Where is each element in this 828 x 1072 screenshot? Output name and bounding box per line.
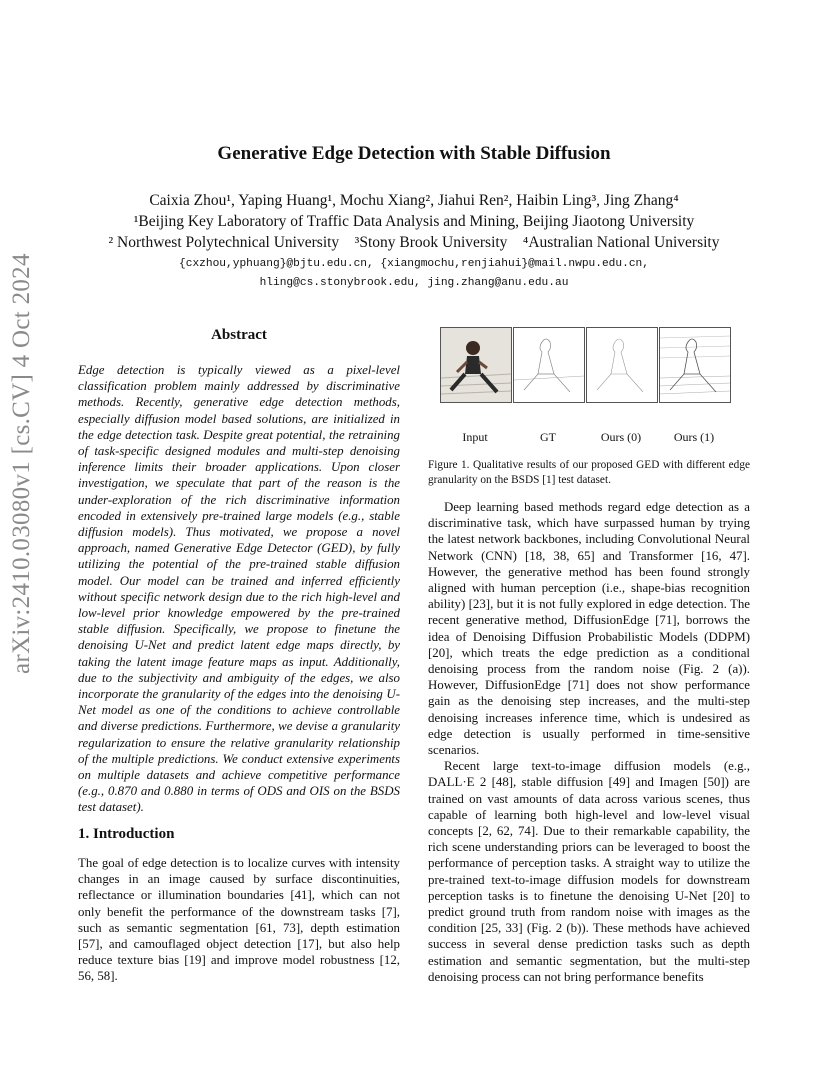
figure-1-caption: Figure 1. Qualitative results of our proposed GED with different edge granularity on the BSDS [1] test dataset. [428,459,750,486]
ours-1-image [659,327,731,403]
figure-label-ours-0: Ours (0) [600,430,642,444]
ground-truth-image [513,327,585,403]
authors-line: Caixia Zhou¹, Yaping Huang¹, Mochu Xiang², Jiahui Ren², Haibin Ling³, Jing Zhang⁴ [149,192,679,209]
introduction-heading: 1. Introduction [78,826,175,842]
emails-line-1: {cxzhou,yphuang}@bjtu.edu.cn, {xiangmochu,renjiahui}@mail.nwpu.edu.cn, [179,258,649,270]
emails-line-2: hling@cs.stonybrook.edu, jing.zhang@anu.edu.au [259,277,569,289]
introduction-text: The goal of edge detection is to localize curves with intensity changes in an image caused by surface discontinuities, reflectance or illumination boundaries [41], which can not only benefit the performance of the downstream tasks [7], such as semantic segmentation [61, 73], depth estimation [57], and camouflaged object detection [17], but also help reduce texture bias [19] and improve model robustness [12, 56, 58]. [78,856,400,984]
input-image [440,327,512,403]
intro-paragraph-3: Recent large text-to-image diffusion models (e.g., DALL·E 2 [48], stable diffusion [49] and Imagen [50]) are trained on vast amounts of data across various scenes, thus capable of learning both high-level and low-level visual concepts [2, 62, 74]. Due to their remarkable capability, the rich scene understanding priors can be leveraged to boost the performance of perception tasks. A straight way to utilize the pre-trained text-to-image diffusion models for downstream perception tasks is to finetune the denoising U-Net [20] to predict ground truth from random noise with images as the condition [25, 33] (Fig. 2 (b)). These methods have achieved success in several dense prediction tasks such as depth estimation and semantic segmentation, but the multi-step denoising process can not bring performance benefits [428,759,750,984]
figure-label-ours-1: Ours (1) [673,430,715,444]
intro-paragraph-2: Deep learning based methods regard edge detection as a discriminative task, which have surpassed human by trying the latest network backbones, including Convolutional Neural Network (CNN) [18, 38, 65] and Transformer [16, 47]. However, the generative method has been found strongly aligned with human perception (i.e., shape-bias recognition ability) [23], but it is not fully explored in edge detection. The recent generative method, DiffusionEdge [71], borrows the idea of Denoising Diffusion Probabilistic Models (DDPM) [20], which treats the edge prediction as a conditional denoising process from the random noise (Fig. 2 (a)). However, DiffusionEdge [71] does not show performance gain as the denoising step increases, and the multi-step denoising increases inference time, which is undesired as edge detection is usually performed in time-sensitive scenarios. [428,500,750,758]
abstract-heading: Abstract [211,327,267,343]
email-block [0,255,828,293]
abstract-text: Edge detection is typically viewed as a pixel-level classification problem mainly addressed by discriminative methods. Recently, generative edge detection methods, especially diffusion model based solutions, are initialized in the edge detection task. Despite great potential, the retraining of task-specific designed modules and multi-step denoising inference limits their broader applications. Upon closer investigation, we speculate that part of the reason is the under-exploration of the rich discriminative information encoded in extensively pre-trained large models (e.g., stable diffusion models). Thus motivated, we propose a novel approach, named Generative Edge Detector (GED), by fully utilizing the potential of the pre-trained stable diffusion model. Our model can be trained and inferred efficiently without specific network design due to the rich high-level and low-level prior knowledge empowered by the pre-trained stable diffusion. Specifically, we propose to finetune the denoising U-Net and predict latent edge maps directly, by taking the latent image feature maps as input. Additionally, due to the subjectivity and ambiguity of the edges, we also incorporate the granularity of the edges into the denoising U-Net model as one of the conditions to achieve controllable and diverse predictions. Furthermore, we devise a granularity regularization to ensure the relative granularity relationship of the multiple predictions. We conduct extensive experiments on multiple datasets and achieve competitive performance (e.g., 0.870 and 0.880 in terms of ODS and OIS on the BSDS test dataset). [78,363,400,815]
arxiv-identifier: arXiv:2410.03080v1 [cs.CV] 4 Oct 2024 [8,253,35,674]
author-block [0,190,828,253]
figure-label-input: Input [462,430,488,444]
affiliation-1: ¹Beijing Key Laboratory of Traffic Data Analysis and Mining, Beijing Jiaotong University [133,213,695,230]
figure-1 [440,327,740,444]
right-column-text [428,499,750,985]
paper-title: Generative Edge Detection with Stable Diffusion [217,143,611,164]
figure-label-gt: GT [540,430,556,444]
affiliation-2: ² Northwest Polytechnical University ³Stony Brook University ⁴Australian National University [108,234,720,251]
ours-0-image [586,327,658,403]
